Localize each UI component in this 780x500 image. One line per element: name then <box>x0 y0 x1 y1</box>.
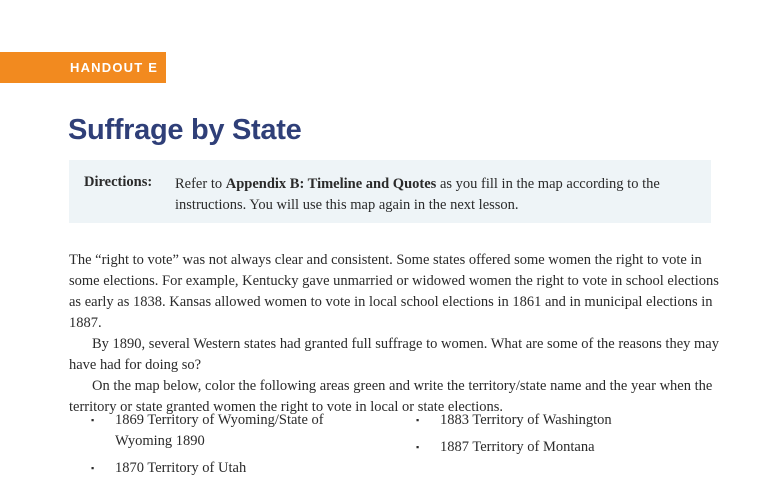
paragraph-western-states: By 1890, several Western states had granted full suffrage to women. What are some of the reasons they may have had for doing so? <box>69 336 719 373</box>
bullet-icon: ▪ <box>91 463 95 473</box>
territory-list-right <box>416 410 696 458</box>
paragraph-right-to-vote: The “right to vote” was not always clear and consistent. Some states offered some women the right to vote in some elections. For example, Kentucky gave unmarried or widowed women the right to vote in school elections as early as 1838. Kansas allowed women to vote in local school elections in 1861 and in municipal elections in 1887. <box>69 252 719 331</box>
directions-label: Directions: <box>84 174 153 190</box>
list-item <box>91 410 341 452</box>
directions-text <box>175 174 695 216</box>
bullet-icon: ▪ <box>416 442 420 452</box>
handout-label: HANDOUT E <box>0 52 166 83</box>
list-item-text: 1883 Territory of Washington <box>440 412 612 428</box>
list-item-text: 1887 Territory of Montana <box>440 439 595 455</box>
list-item-text: 1870 Territory of Utah <box>115 460 247 476</box>
bullet-icon: ▪ <box>416 415 420 425</box>
territory-list-left <box>91 410 341 479</box>
bullet-icon: ▪ <box>91 415 95 425</box>
list-item-text: 1869 Territory of Wyoming/State of Wyoming 1890 <box>115 412 324 449</box>
paragraph-map-instructions: On the map below, color the following areas green and write the territory/state name and the year when the territory or state granted women the right to vote in local or state elections. <box>69 378 713 415</box>
page-title: Suffrage by State <box>68 114 302 146</box>
list-item <box>91 458 341 479</box>
directions-text-before: Refer to <box>175 176 226 192</box>
list-item <box>416 437 696 458</box>
directions-text-after: as you fill in the map according to the instructions. You will use this map again in the next lesson. <box>175 176 660 213</box>
list-item <box>416 410 696 431</box>
directions-appendix-reference: Appendix B: Timeline and Quotes <box>225 176 437 192</box>
body-text <box>69 250 719 418</box>
directions-box <box>69 160 711 223</box>
